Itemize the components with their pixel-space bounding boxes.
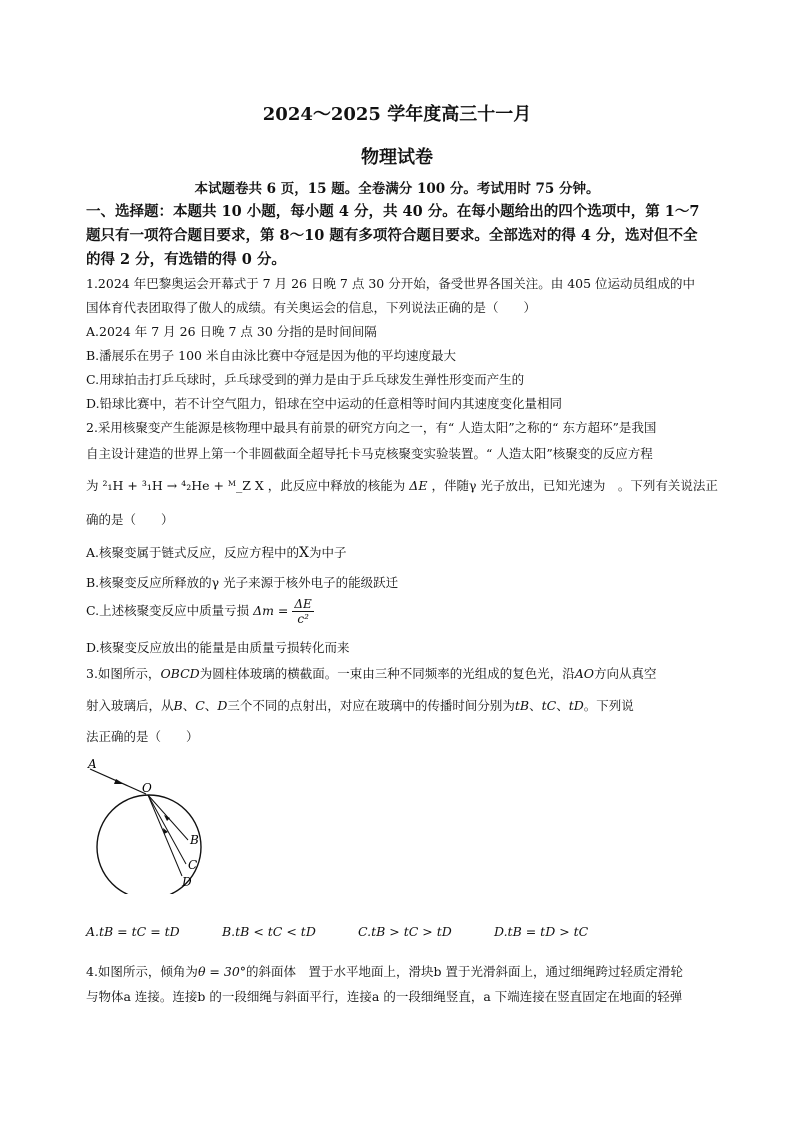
ray-od <box>148 795 182 876</box>
q2-stem-1: 2.采用核聚变产生能源是核物理中最具有前景的研究方向之一，有“ 人造太阳”之称的“ 东方超环”是我国 <box>86 420 657 435</box>
q1-stem-2: 国体育代表团取得了傲人的成绩。有关奥运会的信息，下列说法正确的是（ ） <box>86 300 537 315</box>
q1-stem-1: 1.2024 年巴黎奥运会开幕式于 7 月 26 日晚 7 点 30 分开始，备受世界各国关注。由 405 位运动员组成的中 <box>86 276 696 291</box>
q4-theta: θ = 30° <box>197 964 247 979</box>
q3-ao: AO <box>574 666 594 681</box>
q3-stem-2-pre: 射入玻璃后，从 <box>86 698 174 713</box>
exam-info: 本试题卷共 6 页，15 题。全卷满分 100 分。考试用时 75 分钟。 <box>194 181 600 197</box>
q2-stem-2: 自主设计建造的世界上第一个非圆截面全超导托卡马克核聚变实验装置。“ 人造太阳”核聚变的反应方程 <box>86 446 653 461</box>
q3-time-b: tB <box>514 698 530 713</box>
q3-stem-2 <box>86 696 634 714</box>
label-c: C <box>188 858 198 872</box>
q4-stem-1 <box>86 962 683 980</box>
q2-option-c <box>86 598 314 625</box>
q2-reaction-equation: ²₁H + ³₁H → ⁴₂He + ᴹ_Z X <box>102 478 264 493</box>
q3-stem-1-mid: 为圆柱体玻璃的横截面。一束由三种不同频率的光组成的复色光，沿 <box>199 666 575 681</box>
q2-stem-4: 确的是（ ） <box>86 512 174 527</box>
q3-sep-4: 、 <box>556 698 569 713</box>
q3-point-b: B <box>173 698 183 713</box>
section1-line2: 题只有一项符合题目要求，第 8～10 题有多项符合题目要求。全部选对的得 4 分，选对但不全 <box>86 227 698 244</box>
q3-option-d: D.tB = tD > tC <box>494 924 589 939</box>
q2-stem-3-post: ，此反应中释放的核能为 <box>267 478 406 493</box>
q2-option-c-pre: C.上述核聚变反应中质量亏损 <box>86 603 250 618</box>
q3-option-c: C.tB > tC > tD <box>358 924 452 939</box>
label-d: D <box>182 875 192 889</box>
q3-stem-3: 法正确的是（ ） <box>86 729 199 744</box>
q1-option-a: A.2024 年 7 月 26 日晚 7 点 30 分指的是时间间隔 <box>86 324 377 339</box>
page-title: 2024～2025 学年度高三十一月 <box>262 104 532 125</box>
q3-stem-2-post: 。下列说 <box>583 698 634 713</box>
q4-stem-1-post: 的斜面体 置于水平地面上，滑块b 置于光滑斜面上，通过细绳跨过轻质定滑轮 <box>246 964 684 979</box>
q1-option-b: B.潘展乐在男子 100 米自由泳比赛中夺冠是因为他的平均速度最大 <box>86 348 456 363</box>
q3-sep-2: 、 <box>204 698 218 713</box>
q3-time-d: tD <box>568 698 584 713</box>
q3-sep-3: 、 <box>529 698 542 713</box>
q3-stem-1-post: 方向从真空 <box>594 666 657 681</box>
q2-fraction-numerator: ΔE <box>294 597 312 611</box>
q3-stem-1-pre: 3.如图所示， <box>86 666 161 681</box>
q2-fraction-denominator: c² <box>297 612 309 626</box>
label-o: O <box>142 781 152 795</box>
section1-line3: 的得 2 分，有选错的得 0 分。 <box>86 251 286 268</box>
label-b: B <box>190 833 199 847</box>
q4-stem-1-pre: 4.如图所示，倾角为 <box>86 964 198 979</box>
q2-option-c-fraction <box>292 598 313 625</box>
q2-option-b: B.核聚变反应所释放的γ 光子来源于核外电子的能级跃迁 <box>86 575 399 590</box>
q2-stem-3-pre: 为 <box>86 478 99 493</box>
q2-stem-3 <box>86 476 718 494</box>
q3-stem-1 <box>86 664 657 682</box>
q2-option-a <box>86 543 347 561</box>
q3-option-b: B.tB < tC < tD <box>222 924 316 939</box>
q1-option-d: D.铅球比赛中，若不计空气阻力，铅球在空中运动的任意相等时间内其速度变化量相同 <box>86 396 563 411</box>
q2-option-c-lhs: Δm = <box>253 603 289 618</box>
q3-time-c: tC <box>541 698 557 713</box>
label-a: A <box>88 757 97 771</box>
q1-option-c: C.用球拍击打乒乓球时，乒乓球受到的弹力是由于乒乓球发生弹性形变而产生的 <box>86 372 525 387</box>
q3-sep-1: 、 <box>182 698 196 713</box>
section1-line1: 一、选择题：本题共 10 小题，每小题 4 分，共 40 分。在每小题给出的四个选项中，第 1～7 <box>86 203 700 220</box>
q2-energy-symbol: ΔE <box>409 478 428 493</box>
q2-option-a-post: 为中子 <box>308 545 347 560</box>
q3-point-d: D <box>217 698 228 713</box>
q3-refraction-diagram <box>84 752 214 894</box>
q3-option-a: A.tB = tC = tD <box>86 924 180 939</box>
page-subtitle: 物理试卷 <box>361 147 433 168</box>
q3-obcd: OBCD <box>160 666 200 681</box>
q2-stem-3-tail: ，伴随γ 光子放出，已知光速为 。下列有关说法正 <box>431 478 718 493</box>
q2-option-a-x: X <box>299 545 309 561</box>
q3-stem-2-mid: 三个不同的点射出，对应在玻璃中的传播时间分别为 <box>227 698 515 713</box>
q2-option-d: D.核聚变反应放出的能量是由质量亏损转化而来 <box>86 640 350 655</box>
q2-option-a-pre: A.核聚变属于链式反应，反应方程中的 <box>86 545 300 560</box>
q3-point-c: C <box>195 698 205 713</box>
q4-stem-2: 与物体a 连接。连接b 的一段细绳与斜面平行，连接a 的一段细绳竖直，a 下端连接在竖直固定在地面的轻弹 <box>86 989 683 1004</box>
